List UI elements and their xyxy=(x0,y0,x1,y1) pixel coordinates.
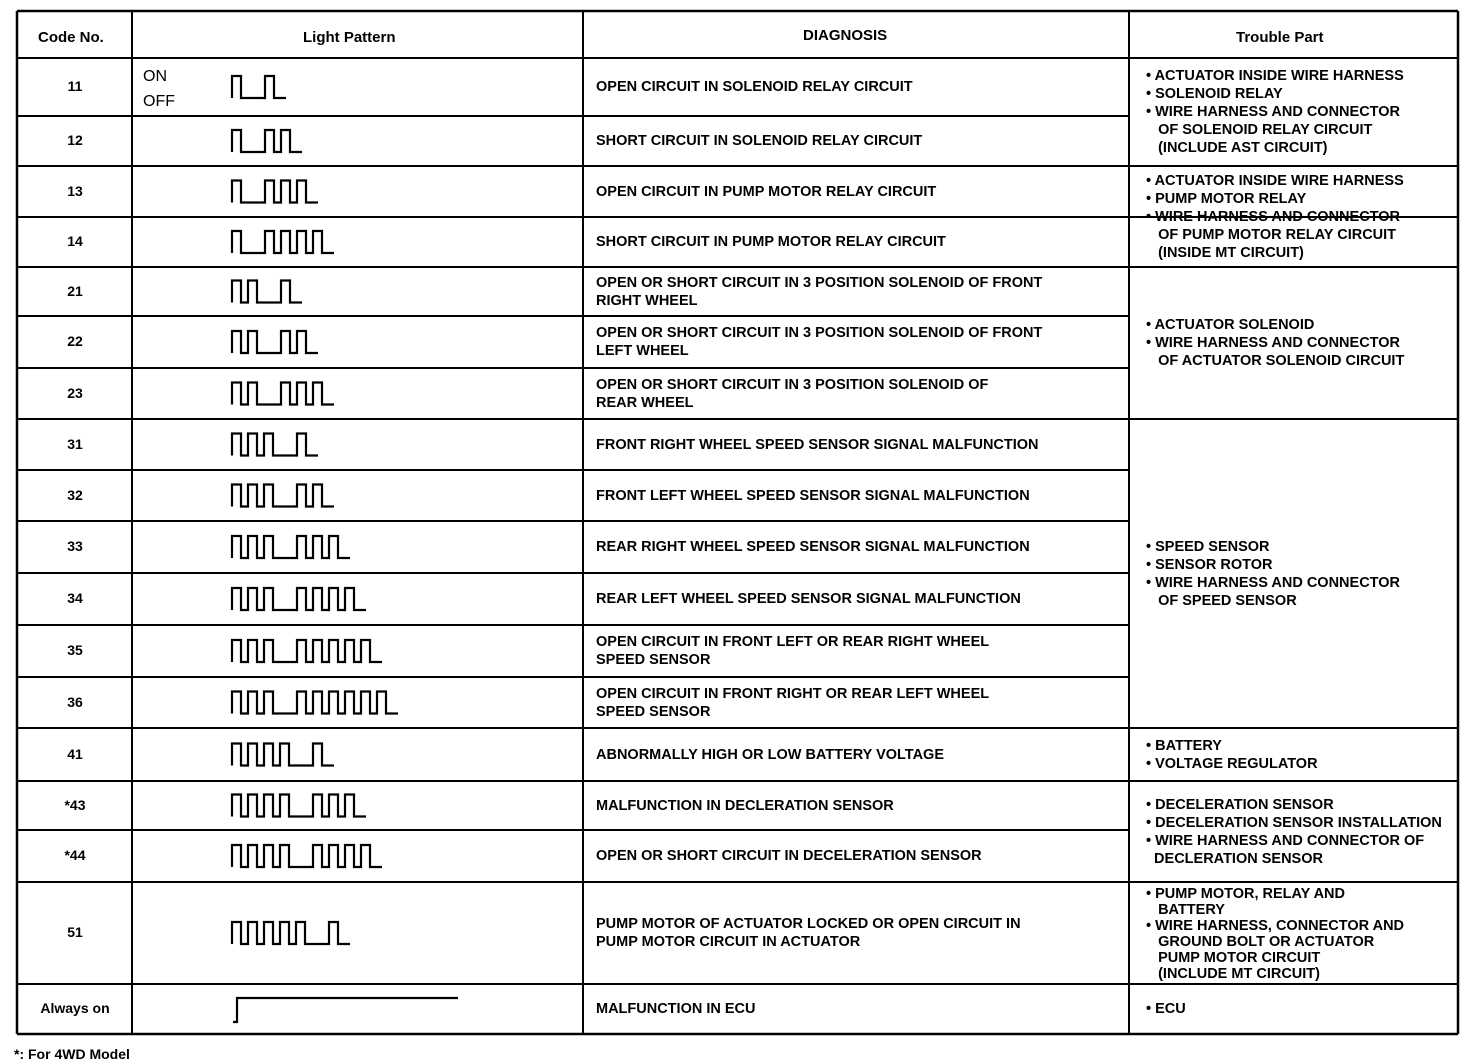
diagnosis-text: OPEN CIRCUIT IN FRONT RIGHT OR REAR LEFT WHEEL xyxy=(596,685,990,702)
light-pattern-waveform xyxy=(232,536,350,558)
code-number: 34 xyxy=(67,590,83,606)
light-pattern-waveform xyxy=(232,922,350,944)
code-number: *44 xyxy=(64,847,86,863)
diagnosis-text: MALFUNCTION IN DECLERATION SENSOR xyxy=(596,797,894,814)
trouble-part-item: • WIRE HARNESS, CONNECTOR AND xyxy=(1146,918,1405,934)
light-pattern-waveform xyxy=(232,485,334,507)
trouble-part-item: BATTERY xyxy=(1146,902,1225,918)
diagnosis-text: ABNORMALLY HIGH OR LOW BATTERY VOLTAGE xyxy=(596,746,944,763)
legend-off: OFF xyxy=(143,93,175,110)
code-number: 32 xyxy=(67,486,83,503)
trouble-part-item: • ACTUATOR INSIDE WIRE HARNESS xyxy=(1146,68,1404,84)
trouble-part-item: OF ACTUATOR SOLENOID CIRCUIT xyxy=(1146,353,1405,369)
trouble-part-item: • ACTUATOR SOLENOID xyxy=(1146,317,1315,333)
trouble-part-item: • ACTUATOR INSIDE WIRE HARNESS xyxy=(1146,172,1404,189)
trouble-part-item: • WIRE HARNESS AND CONNECTOR xyxy=(1146,208,1401,225)
trouble-part-item: • DECELERATION SENSOR INSTALLATION xyxy=(1146,814,1442,831)
trouble-part-item: • WIRE HARNESS AND CONNECTOR xyxy=(1146,335,1401,351)
diagnosis-text: OPEN CIRCUIT IN PUMP MOTOR RELAY CIRCUIT xyxy=(596,183,937,200)
diagnosis-text: SPEED SENSOR xyxy=(596,652,711,668)
diagnosis-text: SHORT CIRCUIT IN PUMP MOTOR RELAY CIRCUIT xyxy=(596,234,946,250)
light-pattern-waveform xyxy=(232,130,302,152)
trouble-part-item: • DECELERATION SENSOR xyxy=(1146,796,1334,813)
light-pattern-waveform xyxy=(232,331,318,353)
trouble-part-item: PUMP MOTOR CIRCUIT xyxy=(1146,950,1321,966)
code-number: 12 xyxy=(67,132,83,148)
diagnosis-text: OPEN OR SHORT CIRCUIT IN 3 POSITION SOLENOID OF FRONT xyxy=(596,325,1043,341)
trouble-part-item: • SPEED SENSOR xyxy=(1146,538,1270,555)
diagnosis-text: PUMP MOTOR OF ACTUATOR LOCKED OR OPEN CIRCUIT IN xyxy=(596,916,1021,932)
trouble-part-item: (INSIDE MT CIRCUIT) xyxy=(1146,244,1304,261)
light-pattern-waveform xyxy=(233,998,458,1022)
diagnosis-text: OPEN OR SHORT CIRCUIT IN DECELERATION SENSOR xyxy=(596,848,982,864)
light-pattern-waveform xyxy=(232,744,334,766)
header-trouble-part: Trouble Part xyxy=(1236,29,1324,46)
trouble-part-item: • SOLENOID RELAY xyxy=(1146,86,1283,102)
diagnosis-text: REAR LEFT WHEEL SPEED SENSOR SIGNAL MALFUNCTION xyxy=(596,591,1021,607)
light-pattern-waveform xyxy=(232,795,366,817)
trouble-part-item: • ECU xyxy=(1146,1001,1186,1017)
light-pattern-waveform xyxy=(232,434,318,456)
light-pattern-waveform xyxy=(232,640,382,662)
diagnosis-text: FRONT LEFT WHEEL SPEED SENSOR SIGNAL MALFUNCTION xyxy=(596,487,1030,504)
trouble-part-item: • WIRE HARNESS AND CONNECTOR xyxy=(1146,574,1401,591)
trouble-part-item: • WIRE HARNESS AND CONNECTOR OF xyxy=(1146,832,1425,849)
legend-on: ON xyxy=(143,68,167,85)
code-number: 22 xyxy=(67,333,83,349)
trouble-part-item: OF PUMP MOTOR RELAY CIRCUIT xyxy=(1146,226,1397,243)
light-pattern-waveform xyxy=(232,76,286,98)
code-number: 41 xyxy=(67,745,83,762)
code-number: 11 xyxy=(67,78,83,94)
diagnosis-text: MALFUNCTION IN ECU xyxy=(596,1001,756,1017)
diagnosis-text: REAR RIGHT WHEEL SPEED SENSOR SIGNAL MALFUNCTION xyxy=(596,539,1030,555)
trouble-part-item: DECLERATION SENSOR xyxy=(1146,850,1323,867)
trouble-part-item: • PUMP MOTOR, RELAY AND xyxy=(1146,886,1345,902)
light-pattern-waveform xyxy=(232,845,382,867)
header-code-no: Code No. xyxy=(38,29,104,46)
diagnosis-text: OPEN OR SHORT CIRCUIT IN 3 POSITION SOLENOID OF FRONT xyxy=(596,274,1043,291)
code-number: 21 xyxy=(67,282,83,299)
code-number: 51 xyxy=(67,924,83,940)
diagnosis-text: SHORT CIRCUIT IN SOLENOID RELAY CIRCUIT xyxy=(596,133,923,149)
light-pattern-waveform xyxy=(232,383,334,405)
code-number: *43 xyxy=(64,796,86,813)
code-number: 31 xyxy=(67,435,83,452)
code-number: 23 xyxy=(67,384,83,401)
light-pattern-waveform xyxy=(232,181,318,203)
code-number: 36 xyxy=(67,693,83,710)
diagnosis-text: FRONT RIGHT WHEEL SPEED SENSOR SIGNAL MALFUNCTION xyxy=(596,436,1039,453)
code-number: 13 xyxy=(67,182,83,199)
diagnosis-text: OPEN CIRCUIT IN FRONT LEFT OR REAR RIGHT WHEEL xyxy=(596,634,990,650)
footnote: *: For 4WD Model xyxy=(14,1046,130,1062)
light-pattern-waveform xyxy=(232,281,302,303)
trouble-part-item: • BATTERY xyxy=(1146,737,1222,754)
trouble-part-item: • VOLTAGE REGULATOR xyxy=(1146,755,1318,772)
trouble-part-item: (INCLUDE AST CIRCUIT) xyxy=(1146,140,1328,156)
trouble-part-item: OF SPEED SENSOR xyxy=(1146,592,1297,609)
trouble-part-item: OF SOLENOID RELAY CIRCUIT xyxy=(1146,122,1373,138)
code-number: 33 xyxy=(67,538,83,554)
header-light-pattern: Light Pattern xyxy=(303,29,396,46)
diagnosis-text: REAR WHEEL xyxy=(596,394,694,411)
light-pattern-waveform xyxy=(232,231,334,253)
header-diagnosis: DIAGNOSIS xyxy=(803,27,888,44)
diagnosis-text: OPEN CIRCUIT IN SOLENOID RELAY CIRCUIT xyxy=(596,79,913,95)
trouble-part-item: GROUND BOLT OR ACTUATOR xyxy=(1146,934,1375,950)
code-number: 35 xyxy=(67,642,83,658)
diagnosis-text: LEFT WHEEL xyxy=(596,343,689,359)
code-number: Always on xyxy=(40,1000,110,1016)
trouble-part-item: • SENSOR ROTOR xyxy=(1146,556,1273,573)
light-pattern-waveform xyxy=(232,692,398,714)
code-number: 14 xyxy=(67,233,83,249)
diagnosis-text: PUMP MOTOR CIRCUIT IN ACTUATOR xyxy=(596,934,861,950)
light-pattern-waveform xyxy=(232,588,366,610)
trouble-part-item: • WIRE HARNESS AND CONNECTOR xyxy=(1146,104,1401,120)
trouble-part-item: (INCLUDE MT CIRCUIT) xyxy=(1146,966,1320,982)
diagnosis-text: OPEN OR SHORT CIRCUIT IN 3 POSITION SOLENOID OF xyxy=(596,376,989,393)
diagnosis-text: RIGHT WHEEL xyxy=(596,292,698,309)
diagnosis-text: SPEED SENSOR xyxy=(596,703,711,720)
trouble-part-item: • PUMP MOTOR RELAY xyxy=(1146,190,1307,207)
